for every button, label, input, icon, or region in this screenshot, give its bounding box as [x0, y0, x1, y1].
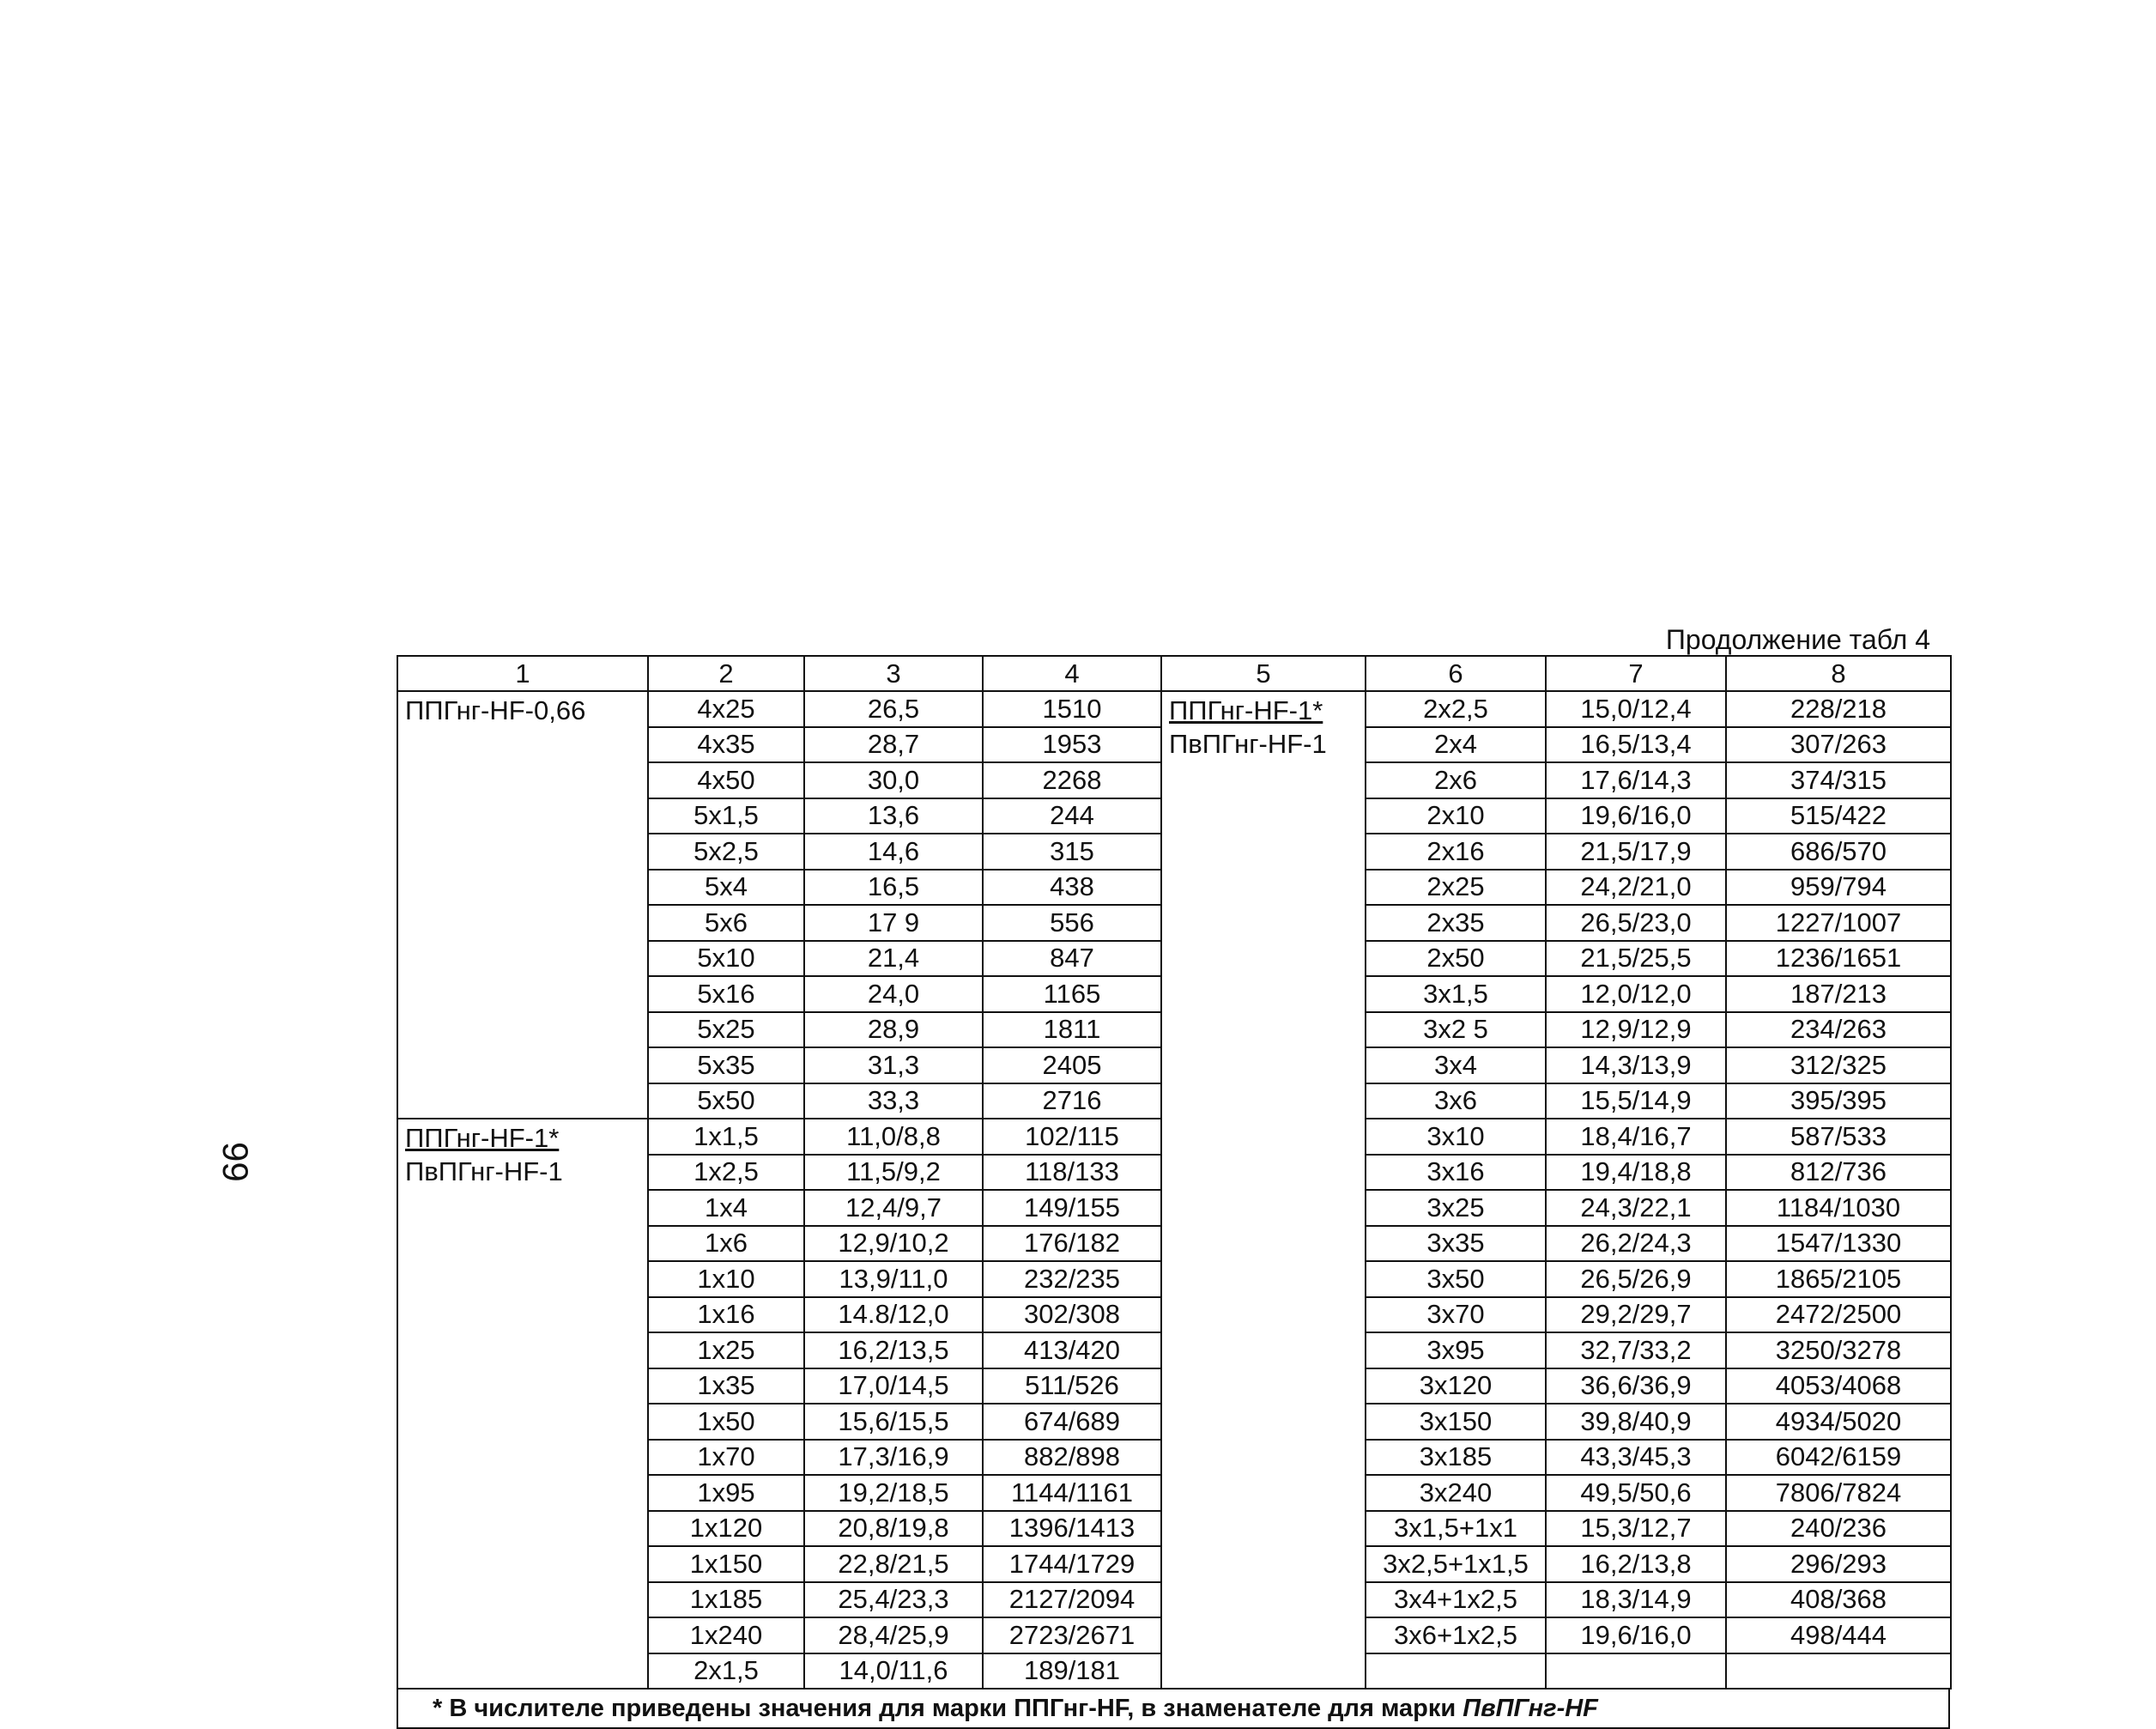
right-diameter-cell: 21,5/17,9 — [1546, 834, 1726, 870]
mass-cell: 244 — [983, 798, 1161, 834]
right-size-cell — [1366, 1653, 1546, 1690]
right-size-cell: 3x4+1x2,5 — [1366, 1582, 1546, 1618]
mass-cell: 511/526 — [983, 1368, 1161, 1404]
diameter-cell: 28,9 — [804, 1012, 983, 1048]
mass-cell: 2268 — [983, 762, 1161, 798]
size-cell: 5x25 — [648, 1012, 804, 1048]
mass-cell: 315 — [983, 834, 1161, 870]
diameter-cell: 14.8/12,0 — [804, 1297, 983, 1333]
mass-cell: 882/898 — [983, 1440, 1161, 1476]
footnote-text: * В числителе приведены значения для марки ППГнг-HF, в знаменателе для марки — [433, 1695, 1463, 1722]
diameter-cell: 28,4/25,9 — [804, 1617, 983, 1653]
column-header: 4 — [983, 656, 1161, 691]
right-brand-line2: ПвПГнг-HF-1 — [1169, 729, 1327, 759]
right-size-cell: 3x95 — [1366, 1332, 1546, 1368]
right-mass-cell: 240/236 — [1726, 1511, 1951, 1547]
right-diameter-cell: 19,4/18,8 — [1546, 1155, 1726, 1191]
right-mass-cell: 686/570 — [1726, 834, 1951, 870]
right-mass-cell: 234/263 — [1726, 1012, 1951, 1048]
right-mass-cell: 3250/3278 — [1726, 1332, 1951, 1368]
right-mass-cell: 4934/5020 — [1726, 1404, 1951, 1440]
right-size-cell: 3x2 5 — [1366, 1012, 1546, 1048]
right-mass-cell: 296/293 — [1726, 1546, 1951, 1582]
cable-table — [397, 655, 1952, 1690]
mass-cell: 847 — [983, 941, 1161, 977]
right-brand-cell — [1161, 691, 1366, 1689]
right-diameter-cell: 15,3/12,7 — [1546, 1511, 1726, 1547]
right-mass-cell: 408/368 — [1726, 1582, 1951, 1618]
diameter-cell: 20,8/19,8 — [804, 1511, 983, 1547]
size-cell: 1x70 — [648, 1440, 804, 1476]
mass-cell: 556 — [983, 905, 1161, 941]
right-mass-cell: 1227/1007 — [1726, 905, 1951, 941]
size-cell: 2x1,5 — [648, 1653, 804, 1690]
diameter-cell: 12,9/10,2 — [804, 1226, 983, 1262]
right-mass-cell: 187/213 — [1726, 976, 1951, 1012]
diameter-cell: 16,5 — [804, 870, 983, 906]
size-cell: 1x4 — [648, 1190, 804, 1226]
right-diameter-cell: 18,4/16,7 — [1546, 1119, 1726, 1155]
size-cell: 4x35 — [648, 727, 804, 763]
right-diameter-cell: 26,5/26,9 — [1546, 1261, 1726, 1297]
right-diameter-cell: 19,6/16,0 — [1546, 1617, 1726, 1653]
right-mass-cell: 228/218 — [1726, 691, 1951, 727]
right-mass-cell: 2472/2500 — [1726, 1297, 1951, 1333]
right-diameter-cell: 15,0/12,4 — [1546, 691, 1726, 727]
size-cell: 5x4 — [648, 870, 804, 906]
right-diameter-cell: 36,6/36,9 — [1546, 1368, 1726, 1404]
right-mass-cell: 515/422 — [1726, 798, 1951, 834]
right-size-cell: 2x25 — [1366, 870, 1546, 906]
right-size-cell: 3x10 — [1366, 1119, 1546, 1155]
right-size-cell: 2x10 — [1366, 798, 1546, 834]
diameter-cell: 24,0 — [804, 976, 983, 1012]
right-diameter-cell: 17,6/14,3 — [1546, 762, 1726, 798]
mass-cell: 1144/1161 — [983, 1475, 1161, 1511]
column-header: 1 — [397, 656, 648, 691]
size-cell: 5x10 — [648, 941, 804, 977]
right-mass-cell: 498/444 — [1726, 1617, 1951, 1653]
size-cell: 1x2,5 — [648, 1155, 804, 1191]
right-mass-cell: 1184/1030 — [1726, 1190, 1951, 1226]
right-diameter-cell: 21,5/25,5 — [1546, 941, 1726, 977]
column-header: 5 — [1161, 656, 1366, 691]
size-cell: 1x95 — [648, 1475, 804, 1511]
mass-cell: 2723/2671 — [983, 1617, 1161, 1653]
mass-cell: 1744/1729 — [983, 1546, 1161, 1582]
mass-cell: 189/181 — [983, 1653, 1161, 1690]
right-diameter-cell: 18,3/14,9 — [1546, 1582, 1726, 1618]
column-header: 2 — [648, 656, 804, 691]
right-mass-cell: 312/325 — [1726, 1047, 1951, 1083]
column-header: 6 — [1366, 656, 1546, 691]
mass-cell: 674/689 — [983, 1404, 1161, 1440]
right-mass-cell: 959/794 — [1726, 870, 1951, 906]
right-size-cell: 3x185 — [1366, 1440, 1546, 1476]
diameter-cell: 30,0 — [804, 762, 983, 798]
right-size-cell: 3x120 — [1366, 1368, 1546, 1404]
diameter-cell: 25,4/23,3 — [804, 1582, 983, 1618]
right-size-cell: 3x50 — [1366, 1261, 1546, 1297]
size-cell: 1x10 — [648, 1261, 804, 1297]
page-number: 99 — [215, 1142, 256, 1182]
right-diameter-cell: 16,5/13,4 — [1546, 727, 1726, 763]
right-size-cell: 3x2,5+1x1,5 — [1366, 1546, 1546, 1582]
diameter-cell: 17,3/16,9 — [804, 1440, 983, 1476]
right-mass-cell: 307/263 — [1726, 727, 1951, 763]
mass-cell: 438 — [983, 870, 1161, 906]
diameter-cell: 33,3 — [804, 1083, 983, 1119]
table-footnote — [397, 1690, 1950, 1729]
left-brand-b-line1: ППГнг-HF-1* — [405, 1123, 560, 1153]
right-diameter-cell: 26,5/23,0 — [1546, 905, 1726, 941]
right-size-cell: 2x16 — [1366, 834, 1546, 870]
size-cell: 1x35 — [648, 1368, 804, 1404]
size-cell: 5x16 — [648, 976, 804, 1012]
diameter-cell: 15,6/15,5 — [804, 1404, 983, 1440]
diameter-cell: 26,5 — [804, 691, 983, 727]
right-diameter-cell: 43,3/45,3 — [1546, 1440, 1726, 1476]
size-cell: 5x2,5 — [648, 834, 804, 870]
right-diameter-cell: 39,8/40,9 — [1546, 1404, 1726, 1440]
right-diameter-cell: 26,2/24,3 — [1546, 1226, 1726, 1262]
table-continuation-label: Продолжение табл 4 — [1665, 624, 1930, 655]
diameter-cell: 21,4 — [804, 941, 983, 977]
right-brand-line1: ППГнг-HF-1* — [1169, 695, 1323, 725]
footnote-italic-brand: ПвПГнг-HF — [1463, 1695, 1598, 1722]
right-size-cell: 2x4 — [1366, 727, 1546, 763]
right-size-cell: 3x150 — [1366, 1404, 1546, 1440]
right-mass-cell: 1236/1651 — [1726, 941, 1951, 977]
size-cell: 4x50 — [648, 762, 804, 798]
right-mass-cell: 374/315 — [1726, 762, 1951, 798]
right-size-cell: 3x16 — [1366, 1155, 1546, 1191]
mass-cell: 176/182 — [983, 1226, 1161, 1262]
size-cell: 1x120 — [648, 1511, 804, 1547]
right-mass-cell: 6042/6159 — [1726, 1440, 1951, 1476]
right-diameter-cell: 19,6/16,0 — [1546, 798, 1726, 834]
table-body — [397, 691, 1951, 1689]
size-cell: 4x25 — [648, 691, 804, 727]
diameter-cell: 13,6 — [804, 798, 983, 834]
right-size-cell: 2x2,5 — [1366, 691, 1546, 727]
mass-cell: 413/420 — [983, 1332, 1161, 1368]
mass-cell: 302/308 — [983, 1297, 1161, 1333]
right-size-cell: 3x6+1x2,5 — [1366, 1617, 1546, 1653]
size-cell: 1x6 — [648, 1226, 804, 1262]
mass-cell: 1396/1413 — [983, 1511, 1161, 1547]
right-size-cell: 2x6 — [1366, 762, 1546, 798]
diameter-cell: 14,0/11,6 — [804, 1653, 983, 1690]
right-diameter-cell: 12,9/12,9 — [1546, 1012, 1726, 1048]
right-size-cell: 3x70 — [1366, 1297, 1546, 1333]
right-diameter-cell: 32,7/33,2 — [1546, 1332, 1726, 1368]
size-cell: 1x150 — [648, 1546, 804, 1582]
size-cell: 5x35 — [648, 1047, 804, 1083]
right-mass-cell — [1726, 1653, 1951, 1690]
right-diameter-cell: 14,3/13,9 — [1546, 1047, 1726, 1083]
right-size-cell: 3x6 — [1366, 1083, 1546, 1119]
mass-cell: 1811 — [983, 1012, 1161, 1048]
table-row — [397, 691, 1951, 727]
mass-cell: 2716 — [983, 1083, 1161, 1119]
diameter-cell: 31,3 — [804, 1047, 983, 1083]
right-mass-cell: 4053/4068 — [1726, 1368, 1951, 1404]
diameter-cell: 14,6 — [804, 834, 983, 870]
right-diameter-cell: 12,0/12,0 — [1546, 976, 1726, 1012]
right-diameter-cell: 15,5/14,9 — [1546, 1083, 1726, 1119]
size-cell: 1x50 — [648, 1404, 804, 1440]
diameter-cell: 11,5/9,2 — [804, 1155, 983, 1191]
column-number-row — [397, 656, 1951, 691]
mass-cell: 2127/2094 — [983, 1582, 1161, 1618]
right-size-cell: 3x1,5+1x1 — [1366, 1511, 1546, 1547]
cable-table-container — [397, 655, 1950, 1729]
right-size-cell: 2x50 — [1366, 941, 1546, 977]
size-cell: 5x1,5 — [648, 798, 804, 834]
column-header: 8 — [1726, 656, 1951, 691]
size-cell: 5x6 — [648, 905, 804, 941]
left-brand-cell-b — [397, 1119, 648, 1689]
right-size-cell: 3x35 — [1366, 1226, 1546, 1262]
size-cell: 1x185 — [648, 1582, 804, 1618]
right-mass-cell: 1865/2105 — [1726, 1261, 1951, 1297]
size-cell: 1x16 — [648, 1297, 804, 1333]
diameter-cell: 13,9/11,0 — [804, 1261, 983, 1297]
size-cell: 1x1,5 — [648, 1119, 804, 1155]
right-mass-cell: 812/736 — [1726, 1155, 1951, 1191]
right-mass-cell: 1547/1330 — [1726, 1226, 1951, 1262]
right-diameter-cell: 29,2/29,7 — [1546, 1297, 1726, 1333]
right-size-cell: 3x25 — [1366, 1190, 1546, 1226]
right-size-cell: 3x1,5 — [1366, 976, 1546, 1012]
diameter-cell: 17 9 — [804, 905, 983, 941]
column-header: 7 — [1546, 656, 1726, 691]
diameter-cell: 16,2/13,5 — [804, 1332, 983, 1368]
right-size-cell: 2x35 — [1366, 905, 1546, 941]
diameter-cell: 19,2/18,5 — [804, 1475, 983, 1511]
size-cell: 5x50 — [648, 1083, 804, 1119]
right-diameter-cell: 49,5/50,6 — [1546, 1475, 1726, 1511]
mass-cell: 1510 — [983, 691, 1161, 727]
mass-cell: 102/115 — [983, 1119, 1161, 1155]
left-brand-b-line2: ПвПГнг-HF-1 — [405, 1156, 563, 1186]
size-cell: 1x25 — [648, 1332, 804, 1368]
diameter-cell: 12,4/9,7 — [804, 1190, 983, 1226]
diameter-cell: 11,0/8,8 — [804, 1119, 983, 1155]
right-size-cell: 3x240 — [1366, 1475, 1546, 1511]
mass-cell: 1953 — [983, 727, 1161, 763]
right-diameter-cell: 16,2/13,8 — [1546, 1546, 1726, 1582]
right-diameter-cell: 24,2/21,0 — [1546, 870, 1726, 906]
mass-cell: 118/133 — [983, 1155, 1161, 1191]
right-diameter-cell: 24,3/22,1 — [1546, 1190, 1726, 1226]
size-cell: 1x240 — [648, 1617, 804, 1653]
right-mass-cell: 7806/7824 — [1726, 1475, 1951, 1511]
right-mass-cell: 587/533 — [1726, 1119, 1951, 1155]
mass-cell: 1165 — [983, 976, 1161, 1012]
mass-cell: 149/155 — [983, 1190, 1161, 1226]
diameter-cell: 28,7 — [804, 727, 983, 763]
right-diameter-cell — [1546, 1653, 1726, 1690]
right-size-cell: 3x4 — [1366, 1047, 1546, 1083]
mass-cell: 2405 — [983, 1047, 1161, 1083]
left-brand-cell-a: ППГнг-HF-0,66 — [397, 691, 648, 1119]
column-header: 3 — [804, 656, 983, 691]
mass-cell: 232/235 — [983, 1261, 1161, 1297]
diameter-cell: 17,0/14,5 — [804, 1368, 983, 1404]
right-mass-cell: 395/395 — [1726, 1083, 1951, 1119]
diameter-cell: 22,8/21,5 — [804, 1546, 983, 1582]
